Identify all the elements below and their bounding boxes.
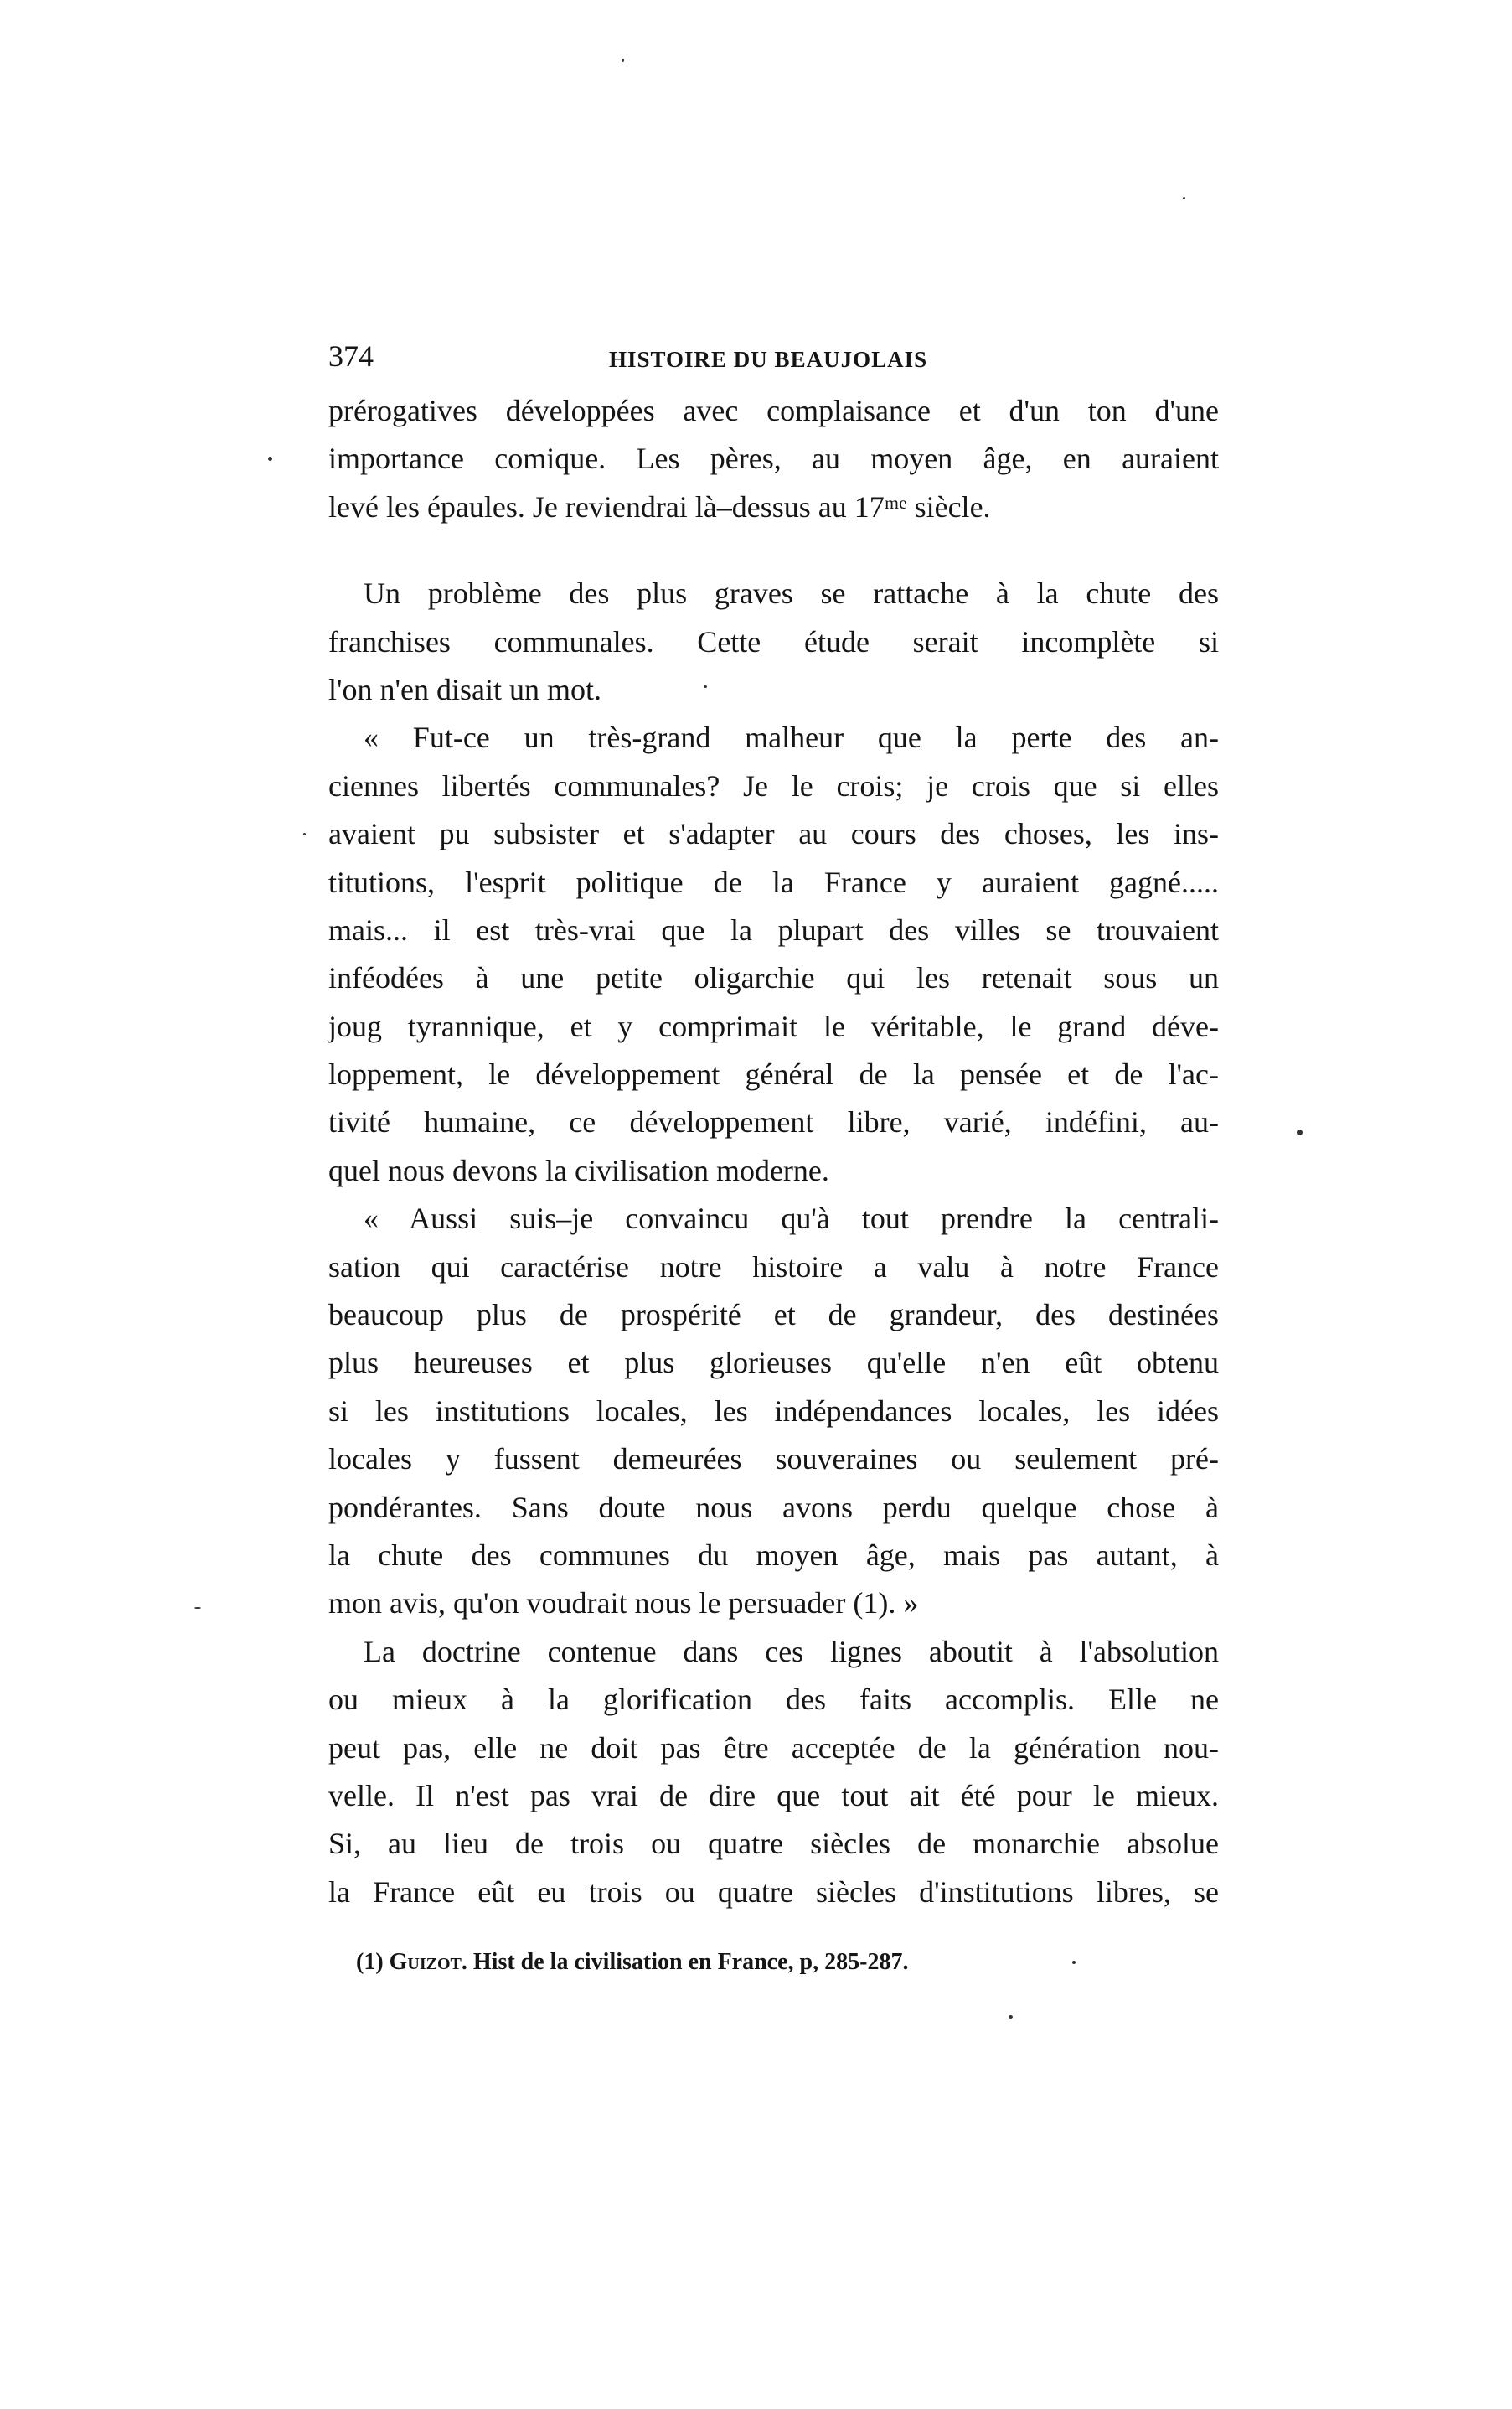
scan-speck bbox=[1297, 1130, 1303, 1135]
paragraph-2-line: l'on n'en disait un mot. bbox=[328, 672, 601, 706]
paragraph-2-line: Un problème des plus graves se rattache à la chute des bbox=[364, 576, 1219, 611]
paragraph-3-line: loppement, le développement général de la pensée et de l'ac- bbox=[328, 1057, 1219, 1092]
paragraph-5-line: La doctrine contenue dans ces lignes aboutit à l'absolution bbox=[364, 1634, 1219, 1668]
paragraph-5-line: velle. Il n'est pas vrai de dire que tout ait été pour le mieux. bbox=[328, 1778, 1219, 1812]
scan-speck bbox=[303, 833, 306, 835]
paragraph-3-line: inféodées à une petite oligarchie qui les retenait sous un bbox=[328, 961, 1219, 995]
scan-speck bbox=[1183, 197, 1185, 199]
scan-speck bbox=[704, 685, 707, 688]
paragraph-5-line: ou mieux à la glorification des faits accomplis. Elle ne bbox=[328, 1683, 1219, 1717]
paragraph-3-line: avaient pu subsister et s'adapter au cours des choses, les ins- bbox=[328, 817, 1219, 851]
paragraph-5-line: la France eût eu trois ou quatre siècles d'institutions libres, se bbox=[328, 1874, 1219, 1909]
scan-speck bbox=[1072, 1961, 1076, 1964]
paragraph-4-line: mon avis, qu'on voudrait nous le persuader (1). » bbox=[328, 1586, 919, 1621]
scan-speck bbox=[622, 59, 624, 62]
paragraph-3-line: tivité humaine, ce développement libre, varié, indéfini, au- bbox=[328, 1105, 1219, 1140]
paragraph-4-line: « Aussi suis–je convaincu qu'à tout prendre la centrali- bbox=[364, 1202, 1219, 1236]
paragraph-3-line: titutions, l'esprit politique de la France y auraient gagné..... bbox=[328, 865, 1219, 899]
paragraph-4-line: beaucoup plus de prospérité et de grandeur, des destinées bbox=[328, 1298, 1219, 1332]
paragraph-2-line: franchises communales. Cette étude serait incomplète si bbox=[328, 624, 1219, 659]
running-title: HISTOIRE DU BEAUJOLAIS bbox=[609, 347, 928, 372]
paragraph-3-line: joug tyrannique, et y comprimait le véritable, le grand déve- bbox=[328, 1009, 1219, 1043]
paragraph-4-line: pondérantes. Sans doute nous avons perdu quelque chose à bbox=[328, 1490, 1219, 1524]
scan-speck bbox=[268, 457, 272, 461]
paragraph-4-line: plus heureuses et plus glorieuses qu'elle n'en eût obtenu bbox=[328, 1346, 1219, 1380]
paragraph-1-line: prérogatives développées avec complaisance et d'un ton d'une bbox=[328, 394, 1219, 427]
paragraph-1-line: importance comique. Les pères, au moyen âge, en auraient bbox=[328, 442, 1219, 476]
page-header bbox=[328, 335, 1233, 377]
page-number: 374 bbox=[328, 339, 374, 373]
scan-speck bbox=[1009, 2015, 1013, 2019]
paragraph-3-line: ciennes libertés communales? Je le crois; je crois que si elles bbox=[328, 768, 1219, 803]
paragraph-4-line: la chute des communes du moyen âge, mais pas autant, à bbox=[328, 1538, 1219, 1572]
paragraph-5-line: peut pas, elle ne doit pas être acceptée de la génération nou- bbox=[328, 1730, 1219, 1765]
scan-speck bbox=[194, 1607, 201, 1609]
paragraph-4-line: si les institutions locales, les indépendances locales, les idées bbox=[328, 1393, 1219, 1428]
paragraph-1-line: levé les épaules. Je reviendrai là–dessus au 17ᵐᵉ siècle. bbox=[328, 489, 991, 524]
body-text bbox=[328, 387, 1219, 1916]
paragraph-3-line: « Fut-ce un très-grand malheur que la perte des an- bbox=[364, 721, 1219, 755]
paragraph-3-line: mais... il est très-vrai que la plupart des villes se trouvaient bbox=[328, 912, 1219, 947]
paragraph-4-line: sation qui caractérise notre histoire a valu à notre France bbox=[328, 1249, 1219, 1284]
footnote-text: . Hist de la civilisation en France, p, 285-287. bbox=[461, 1949, 909, 1975]
footnote-author: Guizot bbox=[389, 1949, 462, 1975]
paragraph-5-line: Si, au lieu de trois ou quatre siècles de monarchie absolue bbox=[328, 1827, 1219, 1861]
paragraph-4-line: locales y fussent demeurées souveraines ou seulement pré- bbox=[328, 1442, 1219, 1476]
paragraph-3-line: quel nous devons la civilisation moderne. bbox=[328, 1153, 829, 1187]
footnote-marker: (1) bbox=[356, 1949, 384, 1975]
paragraph-gap bbox=[328, 531, 1219, 570]
footnote bbox=[356, 1946, 908, 1979]
